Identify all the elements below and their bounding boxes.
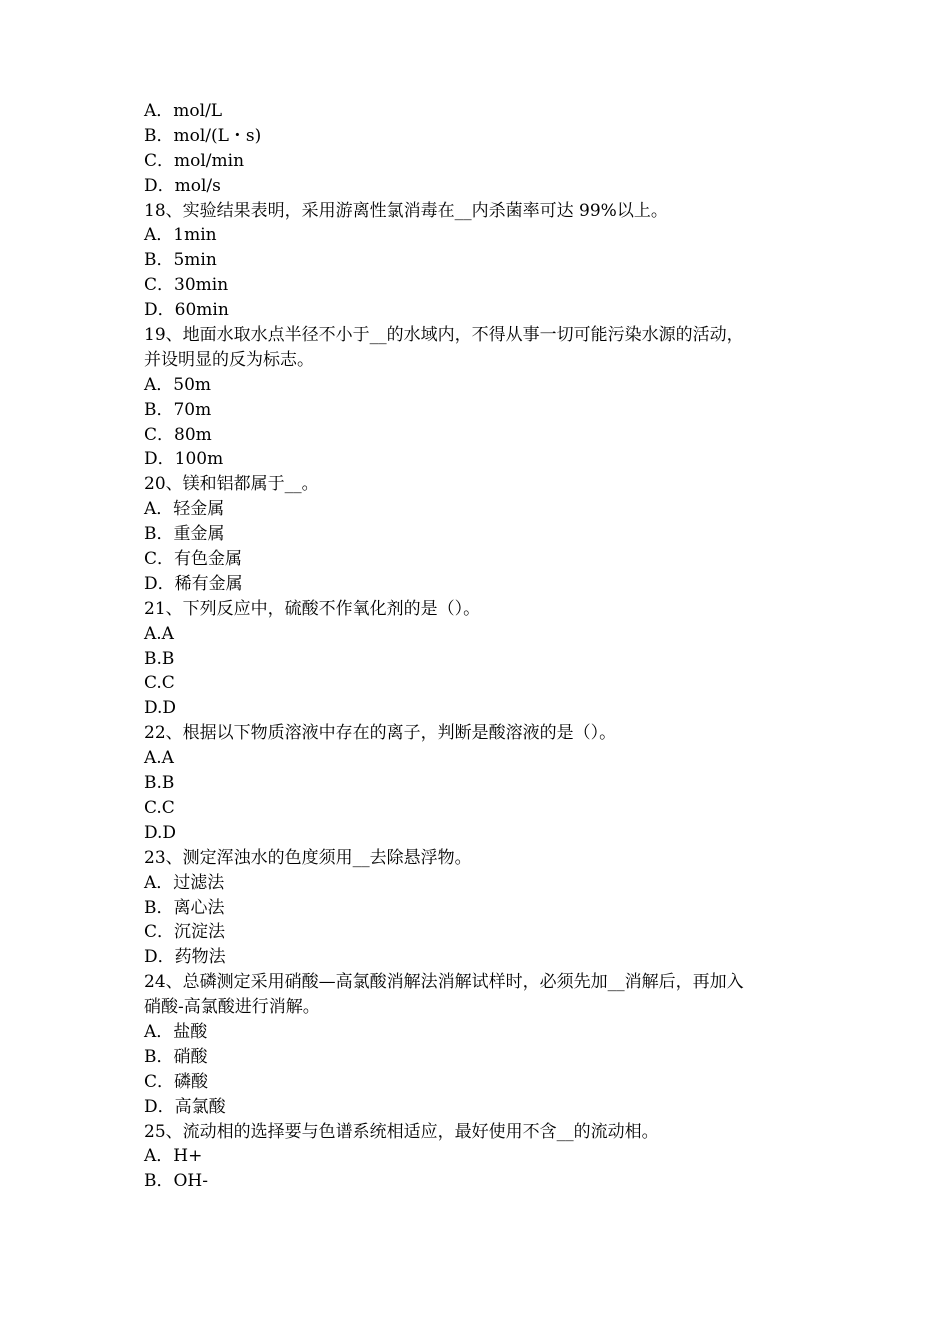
- option-line: B.B: [144, 648, 175, 669]
- option-line: A．轻金属: [144, 499, 225, 520]
- option-line: B．离心法: [144, 897, 225, 918]
- option-line: C.C: [144, 673, 175, 694]
- option-line: A．过滤法: [144, 872, 225, 893]
- question-25: 25、流动相的选择要与色谱系统相适应，最好使用不含__的流动相。: [144, 1121, 659, 1142]
- question-24-continued: 硝酸-高氯酸进行消解。: [144, 997, 320, 1018]
- option-line: A．H+: [144, 1146, 203, 1167]
- question-22: 22、根据以下物质溶液中存在的离子，判断是酸溶液的是（）。: [144, 723, 617, 744]
- option-line: B．硝酸: [144, 1046, 208, 1067]
- option-line: B．OH-: [144, 1171, 208, 1192]
- question-18: 18、实验结果表明，采用游离性氯消毒在__内杀菌率可达 99%以上。: [144, 200, 668, 221]
- option-line: B．70m: [144, 399, 212, 420]
- option-line: B．mol/(L・s): [144, 125, 262, 146]
- option-line: D．mol/s: [144, 175, 221, 196]
- document-page: [144, 99, 824, 1194]
- question-19: 19、地面水取水点半径不小于__的水域内，不得从事一切可能污染水源的活动，: [144, 325, 744, 346]
- option-line: D．60min: [144, 300, 229, 321]
- option-line: C．80m: [144, 424, 212, 445]
- option-line: A．50m: [144, 374, 212, 395]
- option-line: B．重金属: [144, 524, 225, 545]
- option-line: C．磷酸: [144, 1071, 209, 1092]
- question-19-continued: 并设明显的反为标志。: [144, 349, 314, 370]
- question-24: 24、总磷测定采用硝酸—高氯酸消解法消解试样时，必须先加__消解后，再加入: [144, 972, 744, 993]
- option-line: C.C: [144, 797, 175, 818]
- option-line: D．药物法: [144, 947, 226, 968]
- option-line: A．mol/L: [144, 101, 223, 121]
- question-20: 20、镁和铝都属于__。: [144, 474, 319, 495]
- option-line: B.B: [144, 773, 175, 794]
- option-line: C．沉淀法: [144, 922, 226, 943]
- option-line: D．稀有金属: [144, 573, 243, 594]
- option-line: D．100m: [144, 449, 224, 470]
- option-line: A.A: [144, 748, 174, 769]
- option-line: C．30min: [144, 275, 229, 296]
- option-line: A.A: [144, 623, 174, 644]
- option-line: D.D: [144, 698, 177, 719]
- option-line: B．5min: [144, 250, 217, 271]
- question-21: 21、下列反应中，硫酸不作氧化剂的是（）。: [144, 598, 481, 619]
- option-line: A．1min: [144, 225, 217, 246]
- option-line: C．mol/min: [144, 150, 245, 171]
- option-line: C．有色金属: [144, 549, 243, 570]
- option-line: D．高氯酸: [144, 1096, 226, 1117]
- option-line: D.D: [144, 822, 177, 843]
- question-23: 23、测定浑浊水的色度须用__去除悬浮物。: [144, 847, 472, 868]
- option-line: A．盐酸: [144, 1021, 208, 1042]
